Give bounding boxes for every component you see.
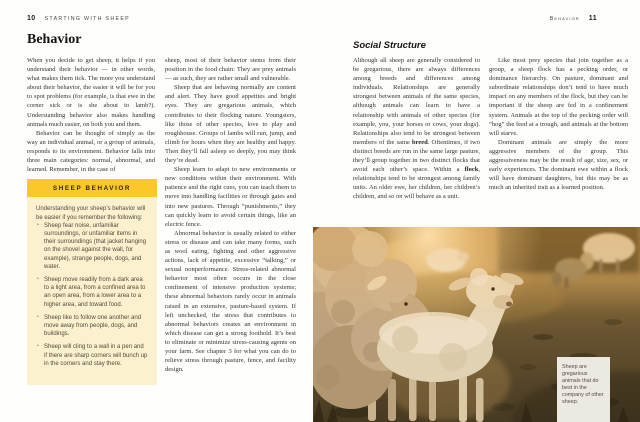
sidebar-title: SHEEP BEHAVIOR [27,179,157,197]
text-segment: , relationships tend to be strongest among family units. An older ewe, her children, her children’s children, and so on will behave as a unit. [353,166,480,201]
left-running-head [27,15,130,22]
left-page-number: 10 [27,15,36,22]
sheep-behavior-sidebar [27,179,157,385]
text-segment: . Oftentimes, if two distinct breeds are run in the same large pasture, they’ll group together in two distinct flocks that avoid each other’s space. Within a [353,138,480,174]
text-segment: Although all sheep are generally considered to be gregarious, there are always differences among breeds and differences among individuals. Relationships are generally strongest between animals of the same species, although animals can learn to have a relationship with animals of other species (for example, you, your horses or cows, your dogs). Relationships also tend to be strongest between members of the same [353,57,480,146]
list-item: • Sheep will cling to a wall in a pen and if there are sharp corners will bunch up in the corners and stay there. [36,343,148,368]
body-paragraph: Like most prey species that join together as a group, a sheep flock has a pecking order, or dominance hierarchy. On pasture, dominant and subordinate relationships don’t tend to have much impact on any members of the flock, but they can be important if the sheep are fed in a confinement system. Animals at the top of the pecking order will “hog” the feed at a trough, and animals at the bottom will starve. [489,57,628,137]
chapter-title: Behavior [27,32,82,47]
right-running-head-label: Behavior [549,16,580,22]
left-column-2 [165,56,296,385]
body-paragraph: Sheep that are behaving normally are content and alert. They have good appetites and bright eyes. They are gregarious animals, which contributes to their flocking nature. Youngsters, like those of other species, love to play and roughhouse. Groups of lambs will run, jump, and climb for hours when they are healthy and happy. Then they’ll fall asleep so deeply, you may think they’re dead. [165,84,296,165]
bold-term-breed: breed [412,138,428,146]
body-paragraph: Sheep learn to adapt to new environments or new conditions within their environment. With patience and the right cues, you can teach them to move into handling facilities or through gates and into new pastures. Through “punishments,” they can quickly learn to avoid certain things, like an electric fence. [165,166,296,228]
bold-term-flock: flock [464,166,479,174]
list-item: • Sheep move readily from a dark area to a light area, from a confined area to an open area, from a lower area to a higher area, and toward food. [36,276,148,309]
right-column-2 [489,56,628,202]
sidebar-intro: Understanding your sheep’s behavior will be easier if you remember the following: [36,206,146,221]
body-paragraph: When you decide to get sheep, it helps if you understand their behavior — in other words, what makes them tick. The more you understand about their behavior, the easier it will be for you to spot problems (for example, is that ewe in the corner sick or is she about to lamb?). Understanding behavior also makes handling animals much easier, on both you and them. [27,57,155,128]
left-page-columns [27,56,296,385]
body-paragraph: Dominant animals are simply the more aggressive members of the group. This aggressiveness may be the result of age, size, sex, or early experiences. The dominant ewe within a flock will have dominant daughters, but this may be as much an inherited trait as a learned position. [489,138,628,192]
right-column-1 [353,56,480,202]
right-running-head [550,15,597,22]
left-running-head-label: STARTING WITH SHEEP [44,16,131,22]
list-item: • Sheep like to follow one another and move away from people, dogs, and buildings. [36,314,148,339]
sidebar-body [27,197,157,383]
body-paragraph: sheep, most of their behavior stems from their position in the food chain: They are prey animals — as such, they are rather small and vulnerable. [165,57,296,83]
body-paragraph: Abnormal behavior is usually related to either stress or disease and can take many forms, such as wool eating, fighting and other aggressive actions, lack of appetite, excessive “talking,” or sexual nonperformance. Stress-related abnormal behavior most often occurs in the close confinement of intensive production systems; these abnormal behaviors rarely occur in animals raised in an extensive, pasture-based system. If left unchecked, the stress that contributes to abnormal behaviors creates an environment in which disease can get a strong foothold. It’s best to eliminate or minimize stress-causing agents on your farm. See chapter 3 for what you can do to relieve stress through pasture, fence, and facility design. [165,229,296,374]
right-page-number: 11 [588,15,597,22]
list-item: • Sheep fear noise, unfamiliar surroundings, or unfamiliar items in their surroundings (that jacket hanging on the shovel against the wall, for example), strange people, dogs, and water. [36,222,148,271]
left-column-1 [27,56,155,385]
body-paragraph: Behavior can be thought of simply as the way an individual animal, or a group of animals, responds to its environment. Behavior falls into three main categories: normal, abnormal, and learned. Remember, in the case of [27,129,155,174]
sidebar-bullet-list [36,222,148,368]
right-page-columns [353,56,628,202]
section-title: Social Structure [353,40,426,51]
photo-caption: Sheep are gregarious animals that do best in the company of other sheep. [557,357,610,422]
body-paragraph [353,56,480,202]
